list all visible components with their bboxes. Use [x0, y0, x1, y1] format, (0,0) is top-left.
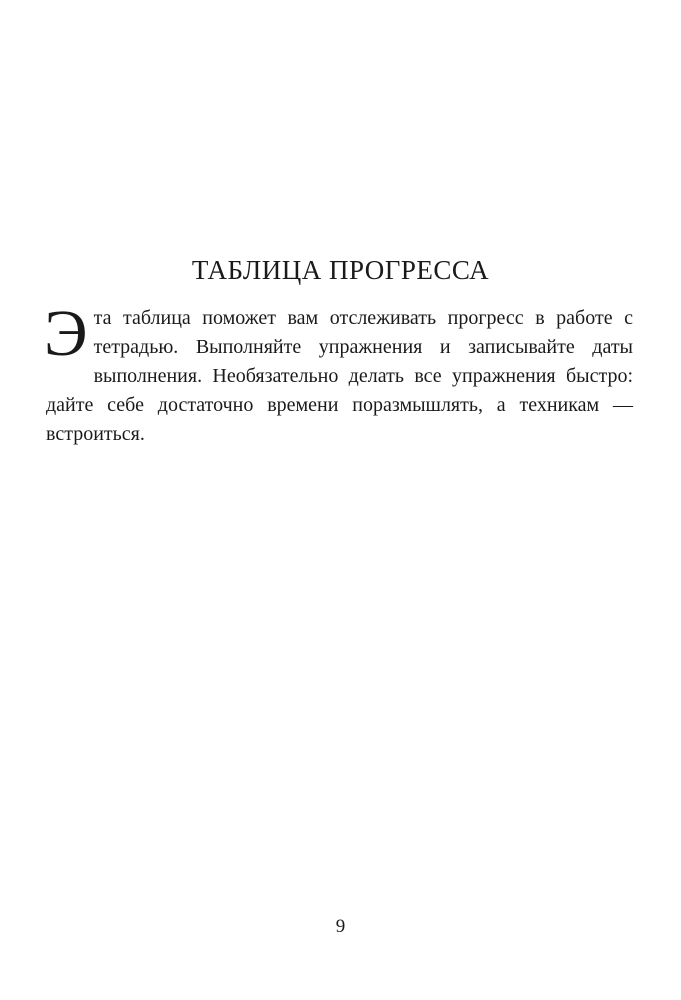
intro-paragraph-block: [44, 297, 633, 449]
intro-paragraph: [44, 297, 633, 449]
page-number: 9: [335, 916, 346, 937]
page-title: ТАБЛИЦА ПРОГРЕССА: [191, 255, 490, 285]
drop-cap: Э: [44, 297, 88, 370]
intro-paragraph-text: та таблица поможет вам отслеживать прогресс в работе с тетрадью. Выполняйте упражнения и записывайте даты выполнения. Необязательно делать все упражнения быстро: дайте себе достаточно времени поразмышлять, а техникам — встроиться.: [46, 307, 633, 445]
